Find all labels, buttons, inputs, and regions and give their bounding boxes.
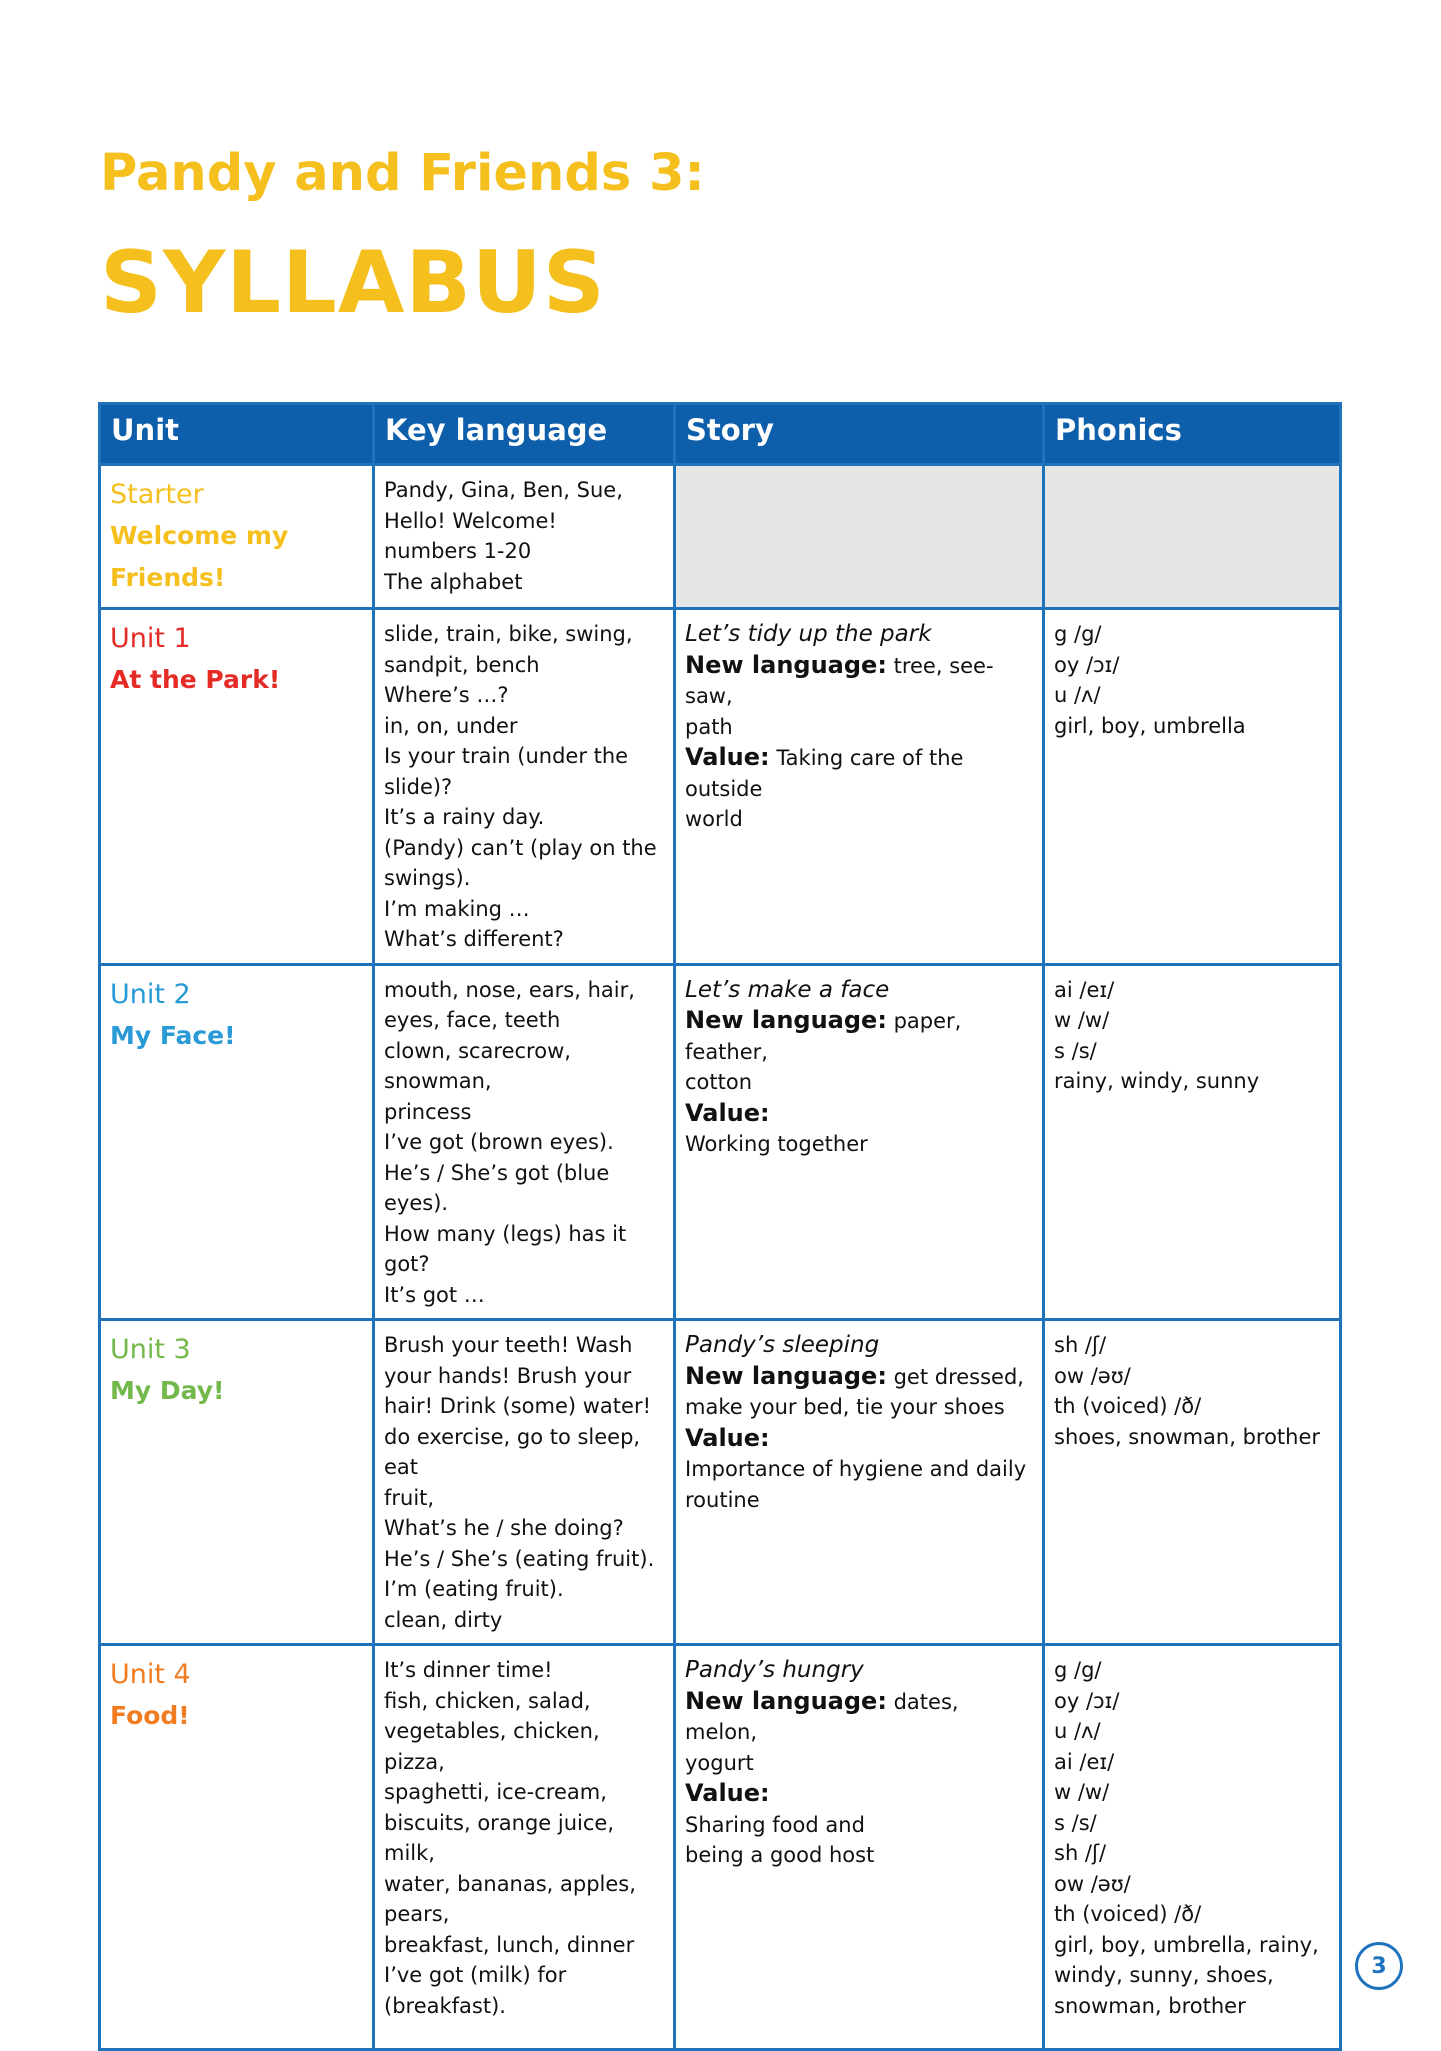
key-language-line: slide)? bbox=[384, 774, 453, 799]
key-language-line: numbers 1-20 bbox=[384, 539, 532, 563]
phonics-line: ai /eɪ/ bbox=[1054, 1749, 1115, 1774]
key-language-line: It’s got … bbox=[384, 1282, 485, 1307]
story-cell bbox=[675, 1645, 1044, 2050]
key-language-line: biscuits, orange juice, milk, bbox=[384, 1810, 615, 1865]
unit-cell bbox=[100, 964, 374, 1320]
new-language-label: New language: bbox=[685, 1686, 887, 1715]
key-language-line: He’s / She’s (eating fruit). bbox=[384, 1546, 655, 1571]
key-language-line: water, bananas, apples, bbox=[384, 1871, 636, 1896]
key-language-content bbox=[375, 1321, 673, 1643]
new-language-text: paper, feather, bbox=[685, 1009, 962, 1064]
key-language-line: mouth, nose, ears, hair, bbox=[384, 977, 635, 1002]
key-language-line: I’m (eating fruit). bbox=[384, 1577, 564, 1601]
unit-cell bbox=[100, 465, 374, 609]
story-cell-empty bbox=[675, 465, 1044, 609]
key-language-cell bbox=[374, 465, 675, 609]
key-language-line: swings). bbox=[384, 866, 471, 890]
new-language-text: cotton bbox=[685, 1070, 753, 1094]
new-language-line bbox=[685, 650, 1034, 712]
value-line bbox=[685, 1423, 1034, 1455]
phonics-line: g /g/ bbox=[1054, 622, 1102, 646]
value-text: being a good host bbox=[685, 1843, 875, 1867]
unit-cell-content bbox=[101, 1321, 372, 1420]
new-language-line bbox=[685, 1361, 1034, 1393]
phonics-line: ow /əʊ/ bbox=[1054, 1871, 1131, 1896]
phonics-line: s /s/ bbox=[1054, 1038, 1097, 1063]
header-key-language: Key language bbox=[374, 404, 675, 465]
phonics-line: windy, sunny, shoes, bbox=[1054, 1963, 1274, 1987]
value-text: Working together bbox=[685, 1132, 868, 1156]
phonics-line: oy /ɔɪ/ bbox=[1054, 652, 1120, 677]
key-language-line: do exercise, go to sleep, eat bbox=[384, 1424, 641, 1479]
value-text: world bbox=[685, 807, 743, 831]
story-content bbox=[676, 966, 1042, 1168]
key-language-line: vegetables, chicken, pizza, bbox=[384, 1719, 600, 1774]
key-language-line: princess bbox=[384, 1099, 472, 1124]
value-text: routine bbox=[685, 1487, 760, 1512]
phonics-line: sh /ʃ/ bbox=[1054, 1333, 1107, 1357]
phonics-line: sh /ʃ/ bbox=[1054, 1841, 1107, 1865]
value-text: Sharing food and bbox=[685, 1812, 865, 1837]
key-language-line: spaghetti, ice-cream, bbox=[384, 1780, 607, 1804]
key-language-line: in, on, under bbox=[384, 713, 518, 738]
story-title: Let’s tidy up the park bbox=[685, 621, 932, 647]
phonics-line: u /ʌ/ bbox=[1054, 683, 1101, 707]
key-language-line: I’m making … bbox=[384, 896, 530, 921]
story-cell bbox=[675, 609, 1044, 965]
key-language-line: (Pandy) can’t (play on the bbox=[384, 835, 657, 860]
unit-name-line: My Face! bbox=[110, 1020, 236, 1050]
header-row bbox=[100, 404, 1341, 465]
story-content bbox=[676, 610, 1042, 843]
phonics-line: ai /eɪ/ bbox=[1054, 977, 1115, 1002]
phonics-content bbox=[1045, 610, 1339, 749]
key-language-line: What’s different? bbox=[384, 927, 564, 951]
phonics-cell bbox=[1044, 1320, 1341, 1645]
unit-cell bbox=[100, 1645, 374, 2050]
key-language-line: clean, dirty bbox=[384, 1607, 503, 1632]
unit-number: Unit 2 bbox=[110, 978, 191, 1010]
phonics-cell-empty bbox=[1044, 465, 1341, 609]
key-language-line: (breakfast). bbox=[384, 1993, 506, 2018]
new-language-line bbox=[685, 1005, 1034, 1067]
key-language-content bbox=[375, 610, 673, 963]
phonics-line: g /g/ bbox=[1054, 1658, 1102, 1682]
phonics-line: oy /ɔɪ/ bbox=[1054, 1688, 1120, 1713]
new-language-label: New language: bbox=[685, 1361, 887, 1390]
key-language-line: fish, chicken, salad, bbox=[384, 1688, 591, 1713]
key-language-line: Where’s …? bbox=[384, 683, 509, 707]
key-language-cell bbox=[374, 1645, 675, 2050]
value-line bbox=[685, 1778, 1034, 1810]
new-language-text: get dressed, bbox=[886, 1364, 1024, 1389]
value-label: Value: bbox=[685, 1098, 770, 1127]
key-language-line: Brush your teeth! Wash bbox=[384, 1333, 633, 1357]
key-language-content bbox=[375, 1646, 673, 2029]
header-unit: Unit bbox=[100, 404, 374, 465]
phonics-cell bbox=[1044, 1645, 1341, 2050]
phonics-line: snowman, brother bbox=[1054, 1993, 1246, 2018]
unit-name-line: Welcome my bbox=[110, 521, 289, 550]
unit-name-line: At the Park! bbox=[110, 665, 281, 694]
title-line-1: Pandy and Friends 3: bbox=[100, 144, 705, 203]
table-row bbox=[100, 1645, 1341, 2050]
key-language-line: The alphabet bbox=[384, 569, 523, 594]
phonics-content bbox=[1045, 1646, 1339, 2029]
story-content bbox=[676, 1646, 1042, 1879]
story-cell bbox=[675, 964, 1044, 1320]
phonics-content bbox=[1045, 966, 1339, 1105]
key-language-line: It’s a rainy day. bbox=[384, 805, 545, 829]
new-language-text: path bbox=[685, 714, 733, 739]
new-language-text: yogurt bbox=[685, 1750, 754, 1775]
syllabus-table bbox=[98, 402, 1342, 2051]
key-language-line: Is your train (under the bbox=[384, 744, 629, 768]
key-language-line: I’ve got (milk) for bbox=[384, 1963, 567, 1987]
phonics-line: s /s/ bbox=[1054, 1810, 1097, 1835]
story-content bbox=[676, 1321, 1042, 1523]
unit-name-line: My Day! bbox=[110, 1376, 225, 1405]
phonics-line: u /ʌ/ bbox=[1054, 1719, 1101, 1743]
key-language-line: How many (legs) has it got? bbox=[384, 1221, 627, 1276]
key-language-line: fruit, bbox=[384, 1485, 435, 1510]
story-cell bbox=[675, 1320, 1044, 1645]
unit-number: Unit 1 bbox=[110, 623, 191, 654]
new-language-line bbox=[685, 1686, 1034, 1748]
key-language-line: He’s / She’s got (blue eyes). bbox=[384, 1160, 610, 1215]
unit-number: Unit 4 bbox=[110, 1659, 191, 1690]
phonics-line: ow /əʊ/ bbox=[1054, 1363, 1131, 1388]
table-row bbox=[100, 964, 1341, 1320]
key-language-line: What’s he / she doing? bbox=[384, 1516, 624, 1540]
page-title: SYLLABUS bbox=[100, 233, 606, 333]
unit-cell-content bbox=[101, 1646, 372, 1745]
phonics-line: w /w/ bbox=[1054, 1008, 1110, 1032]
key-language-cell bbox=[374, 609, 675, 965]
key-language-cell bbox=[374, 964, 675, 1320]
phonics-line: girl, boy, umbrella, rainy, bbox=[1054, 1932, 1319, 1957]
key-language-line: sandpit, bench bbox=[384, 652, 540, 677]
table-row bbox=[100, 609, 1341, 965]
new-language-text: tree, see-saw, bbox=[685, 653, 994, 708]
phonics-cell bbox=[1044, 964, 1341, 1320]
story-title: Pandy’s sleeping bbox=[685, 1332, 880, 1358]
new-language-label: New language: bbox=[685, 1006, 887, 1034]
phonics-line: girl, boy, umbrella bbox=[1054, 713, 1246, 738]
value-label: Value: bbox=[685, 743, 770, 771]
key-language-cell bbox=[374, 1320, 675, 1645]
key-language-content bbox=[375, 466, 673, 605]
value-label: Value: bbox=[685, 1423, 770, 1452]
table-row bbox=[100, 1320, 1341, 1645]
new-language-text: make your bed, tie your shoes bbox=[685, 1395, 1005, 1419]
key-language-line: slide, train, bike, swing, bbox=[384, 622, 633, 646]
key-language-line: Hello! Welcome! bbox=[384, 508, 557, 533]
value-line bbox=[685, 1098, 1034, 1130]
unit-cell-content bbox=[101, 466, 372, 607]
value-text: Taking care of the outside bbox=[685, 746, 964, 801]
header-phonics: Phonics bbox=[1044, 404, 1341, 465]
unit-cell-content bbox=[101, 966, 372, 1065]
key-language-line: your hands! Brush your bbox=[384, 1363, 632, 1388]
table-body bbox=[100, 465, 1341, 2050]
key-language-line: pears, bbox=[384, 1902, 450, 1926]
unit-cell-content bbox=[101, 610, 372, 709]
value-text: Importance of hygiene and daily bbox=[685, 1457, 1027, 1481]
key-language-line: breakfast, lunch, dinner bbox=[384, 1932, 635, 1957]
phonics-line: th (voiced) /ð/ bbox=[1054, 1394, 1202, 1418]
new-language-text: dates, melon, bbox=[685, 1689, 959, 1744]
unit-cell bbox=[100, 609, 374, 965]
key-language-content bbox=[375, 966, 673, 1319]
phonics-content bbox=[1045, 1321, 1339, 1460]
value-label: Value: bbox=[685, 1779, 770, 1807]
story-title: Pandy’s hungry bbox=[685, 1657, 864, 1683]
unit-name-line: Friends! bbox=[110, 563, 226, 592]
page-number: 3 bbox=[1355, 1942, 1403, 1990]
phonics-line: shoes, snowman, brother bbox=[1054, 1424, 1321, 1449]
unit-number: Unit 3 bbox=[110, 1334, 191, 1365]
key-language-line: eyes, face, teeth bbox=[384, 1008, 561, 1032]
key-language-line: hair! Drink (some) water! bbox=[384, 1394, 652, 1418]
new-language-label: New language: bbox=[685, 650, 887, 679]
key-language-line: clown, scarecrow, snowman, bbox=[384, 1038, 571, 1093]
value-line bbox=[685, 742, 1034, 804]
header-story: Story bbox=[675, 404, 1044, 465]
unit-cell bbox=[100, 1320, 374, 1645]
unit-name-line: Food! bbox=[110, 1701, 190, 1730]
phonics-line: th (voiced) /ð/ bbox=[1054, 1902, 1202, 1926]
phonics-cell bbox=[1044, 609, 1341, 965]
unit-number: Starter bbox=[110, 479, 204, 510]
key-language-line: Pandy, Gina, Ben, Sue, bbox=[384, 478, 623, 502]
table-row bbox=[100, 465, 1341, 609]
key-language-line: I’ve got (brown eyes). bbox=[384, 1130, 614, 1154]
phonics-line: rainy, windy, sunny bbox=[1054, 1069, 1260, 1093]
phonics-line: w /w/ bbox=[1054, 1780, 1110, 1804]
story-title: Let’s make a face bbox=[685, 976, 890, 1003]
key-language-line: It’s dinner time! bbox=[384, 1658, 553, 1682]
